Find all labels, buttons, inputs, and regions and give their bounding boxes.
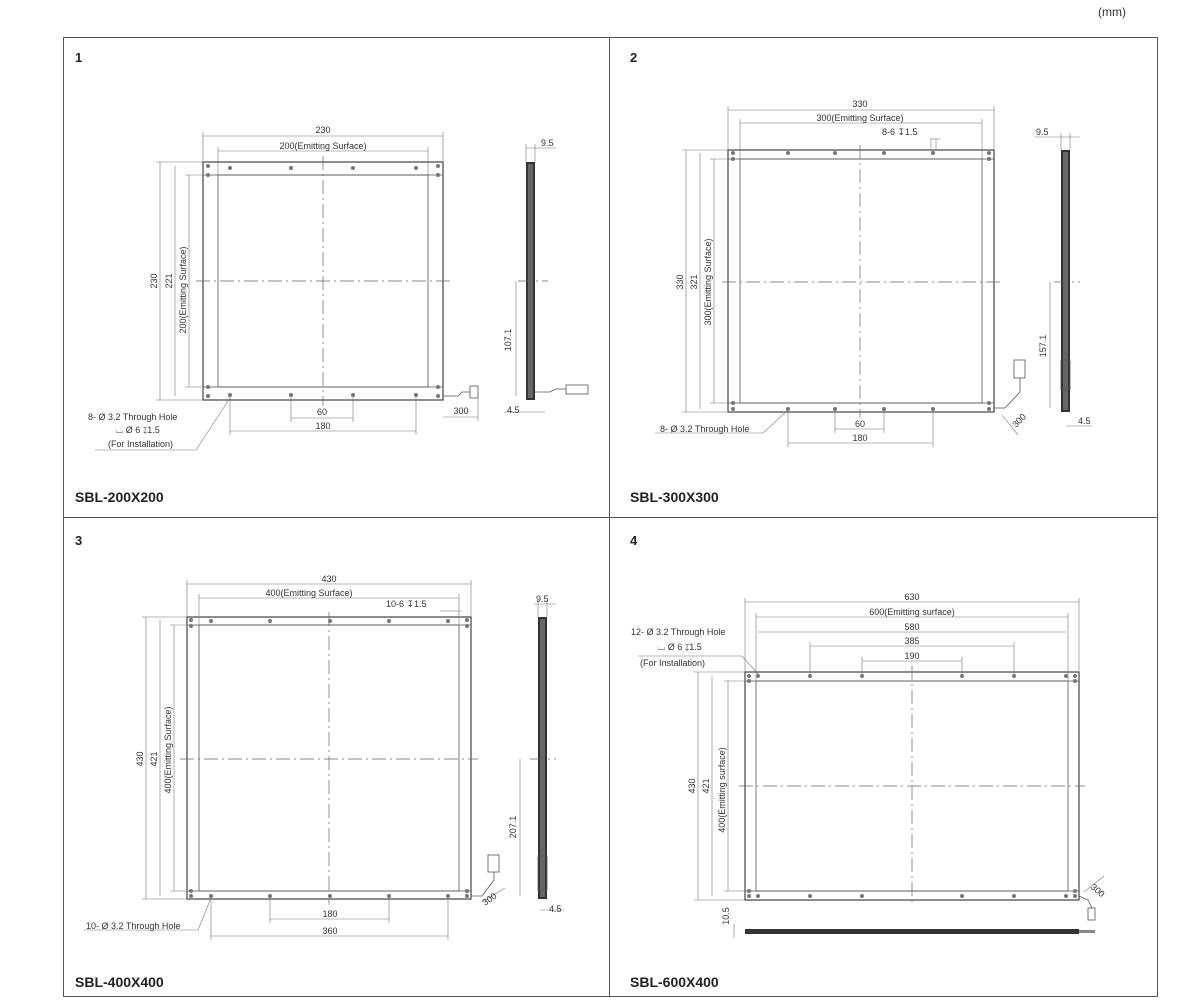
panel-1-model: SBL-200X200	[75, 489, 164, 505]
panel-1-hole-pitch: 60	[316, 407, 328, 417]
panel-1-emit-height: 200(Emitting Surface)	[178, 246, 188, 334]
panel-1-connector-height: 107.1	[503, 328, 513, 352]
panel-1-inner-height: 221	[164, 273, 174, 289]
panel-4-note-line-2: ⌴ Ø 6 ↧1.5	[658, 642, 702, 652]
panel-2-overall-width: 330	[852, 99, 868, 109]
panel-3-emit-height: 400(Emitting Surface)	[163, 706, 173, 794]
panel-3-emit-width: 400(Emitting Surface)	[265, 588, 353, 598]
panel-4-emit-height: 400(Emitting surface)	[717, 747, 727, 833]
panel-3-overall-width: 430	[321, 574, 337, 584]
panel-4-thickness: 10.5	[721, 907, 731, 925]
panel-2-emit-height: 300(Emitting Surface)	[703, 238, 713, 326]
panel-3-model: SBL-400X400	[75, 974, 164, 990]
panel-1-front-view	[196, 156, 478, 406]
panel-4-bottom-view	[721, 907, 1095, 938]
panel-3-thickness: 9.5	[536, 594, 549, 604]
panel-4-front-view	[739, 666, 1095, 920]
panel-4-model: SBL-600X400	[630, 974, 719, 990]
unit-label: (mm)	[1098, 5, 1126, 19]
panel-1-emit-width: 200(Emitting Surface)	[279, 141, 367, 151]
panel-3-hole-span: 360	[322, 926, 338, 936]
panel-2-side-view	[1034, 127, 1092, 426]
panel-2-hole-span: 180	[852, 433, 868, 443]
panel-2-cable-length: 300	[1010, 411, 1029, 430]
panel-3-front-view	[180, 612, 499, 905]
panel-4-note-line-3: (For Installation)	[640, 658, 706, 668]
panel-3-cable-length: 300	[480, 890, 499, 908]
panel-2-front-view	[722, 145, 1025, 435]
panel-4-pitch-190: 190	[904, 651, 920, 661]
panel-4-emit-width: 600(Emitting surface)	[869, 607, 955, 617]
panel-1-side-bottom: 4.5	[507, 405, 520, 415]
panel-1-note-line-3: (For Installation)	[108, 439, 174, 449]
panel-1-dimensions	[88, 125, 478, 450]
panel-3-hole-pitch: 180	[322, 909, 338, 919]
panel-3-connector-height: 207.1	[508, 815, 518, 839]
panel-1-note-line-1: 8- Ø 3.2 Through Hole	[88, 412, 178, 422]
panel-1-cable-length: 300	[453, 406, 469, 416]
panel-2-number: 2	[630, 50, 638, 65]
panel-1-hole-span: 180	[315, 421, 331, 431]
panel-2-dimensions	[655, 99, 1028, 447]
panel-2-inner-height: 321	[689, 274, 699, 290]
panel-1-thickness: 9.5	[541, 138, 554, 148]
panel-4-dimensions	[631, 592, 1107, 900]
panel-1-note-line-2: ⌴ Ø 6 ↧1.5	[116, 425, 160, 435]
panel-4-pitch-385: 385	[904, 636, 920, 646]
panel-4-note-line-1: 12- Ø 3.2 Through Hole	[631, 627, 726, 637]
panel-4-overall-width: 630	[904, 592, 920, 602]
panel-4-number: 4	[630, 533, 638, 548]
panel-2-connector-height: 157.1	[1038, 334, 1048, 358]
panel-1-overall-height: 230	[149, 273, 159, 289]
panel-1-side-view	[503, 138, 588, 415]
panel-2-overall-height: 330	[675, 274, 685, 290]
panel-3-dimensions	[84, 574, 505, 940]
panel-2-hole-pitch: 60	[854, 419, 866, 429]
panel-2-side-bottom: 4.5	[1078, 416, 1091, 426]
panel-4-cable-length: 300	[1088, 881, 1107, 900]
panel-3-side-bottom: 4.5	[549, 904, 562, 914]
panel-4-inner-height: 421	[701, 778, 711, 794]
panel-1-overall-width: 230	[315, 125, 331, 135]
panel-3-side-view	[508, 594, 564, 914]
panel-3-number: 3	[75, 533, 83, 548]
panel-3-counterbore: 10-6 ↧1.5	[386, 599, 427, 609]
panel-2-thickness: 9.5	[1036, 127, 1049, 137]
panel-2-model: SBL-300X300	[630, 489, 719, 505]
panel-4-pitch-580: 580	[904, 622, 920, 632]
panel-2-note-line-1: 8- Ø 3.2 Through Hole	[660, 424, 750, 434]
panel-2-counterbore: 8-6 ↧1.5	[882, 127, 918, 137]
panel-4-overall-height: 430	[687, 778, 697, 794]
panel-3-note-line-1: 10- Ø 3.2 Through Hole	[86, 921, 181, 931]
panel-1-number: 1	[75, 50, 83, 65]
panel-3-inner-height: 421	[149, 751, 159, 767]
panel-2-emit-width: 300(Emitting Surface)	[816, 113, 904, 123]
panel-3-overall-height: 430	[135, 751, 145, 767]
